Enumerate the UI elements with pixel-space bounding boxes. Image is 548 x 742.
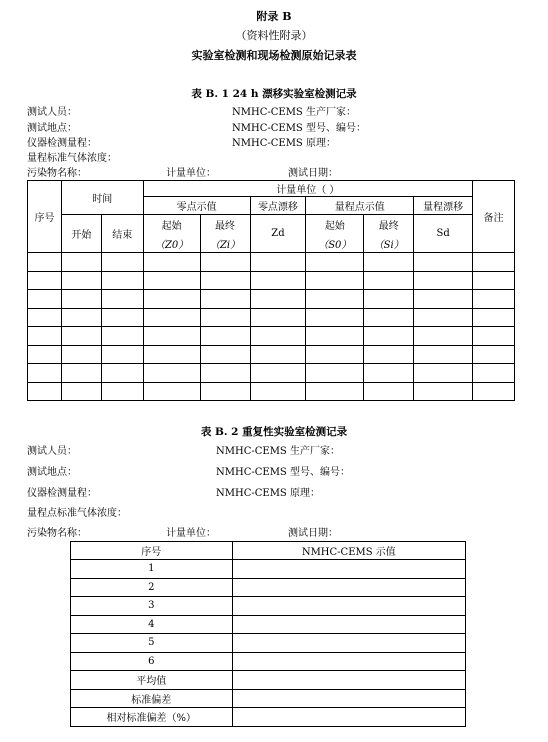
b2-principle-label: NMHC-CEMS 原理： (216, 488, 320, 499)
table-cell[interactable] (414, 327, 473, 346)
b1-header-span-value: 量程点示值 (306, 197, 414, 215)
b1-header-start: 开始 (61, 215, 101, 253)
value-cell[interactable] (232, 634, 465, 653)
table-cell[interactable] (473, 253, 515, 272)
table-cell[interactable] (306, 382, 364, 401)
value-cell[interactable] (232, 578, 465, 597)
b1-location-label: 测试地点： (27, 123, 77, 134)
table-cell[interactable] (414, 271, 473, 290)
table-row (28, 364, 515, 383)
table-cell[interactable] (473, 345, 515, 364)
table-cell[interactable] (28, 308, 62, 327)
table-cell[interactable] (101, 271, 143, 290)
table-cell[interactable] (250, 308, 306, 327)
row-label: 6 (71, 652, 233, 671)
value-cell[interactable] (232, 708, 465, 727)
value-cell[interactable] (232, 615, 465, 634)
table-b2-caption: 表 B. 2 重复性实验室检测记录 (200, 426, 348, 438)
table-row (71, 597, 466, 616)
appendix-label: 附录 B (256, 10, 292, 23)
table-cell[interactable] (61, 271, 101, 290)
table-cell[interactable] (414, 345, 473, 364)
table-cell[interactable] (473, 364, 515, 383)
table-cell[interactable] (101, 364, 143, 383)
b1-header-time: 时间 (61, 181, 143, 215)
table-cell[interactable] (306, 327, 364, 346)
b1-header-zi (200, 215, 250, 253)
b1-s0-symbol: （S0） (318, 239, 352, 251)
table-cell[interactable] (200, 327, 250, 346)
table-cell[interactable] (200, 345, 250, 364)
table-cell[interactable] (200, 253, 250, 272)
table-cell[interactable] (473, 382, 515, 401)
b1-header-span-drift: 量程漂移 (414, 197, 473, 215)
b2-manufacturer-label: NMHC-CEMS 生产厂家： (216, 446, 340, 457)
table-cell[interactable] (61, 253, 101, 272)
row-label: 2 (71, 578, 233, 597)
table-cell[interactable] (28, 327, 62, 346)
row-label: 4 (71, 615, 233, 634)
b1-si-symbol: （Si） (373, 239, 404, 251)
table-cell[interactable] (28, 382, 62, 401)
b2-tester-label: 测试人员： (27, 446, 77, 457)
table-cell[interactable] (101, 345, 143, 364)
table-cell[interactable] (306, 271, 364, 290)
b1-header-s0 (306, 215, 364, 253)
table-cell[interactable] (143, 382, 200, 401)
table-row (71, 652, 466, 671)
b1-unit-label: 计量单位： (166, 168, 216, 179)
table-cell[interactable] (61, 364, 101, 383)
b2-date-label: 测试日期： (288, 528, 338, 539)
b2-unit-label: 计量单位： (166, 528, 216, 539)
table-row (28, 327, 515, 346)
b1-header-sd: Sd (414, 215, 473, 253)
table-cell[interactable] (473, 327, 515, 346)
table-cell[interactable] (28, 345, 62, 364)
table-cell[interactable] (200, 290, 250, 309)
table-cell[interactable] (473, 290, 515, 309)
table-cell[interactable] (61, 308, 101, 327)
table-cell[interactable] (101, 290, 143, 309)
table-row (28, 253, 515, 272)
b1-header-zd: Zd (250, 215, 306, 253)
value-cell[interactable] (232, 652, 465, 671)
b1-date-label: 测试日期： (288, 168, 338, 179)
table-cell[interactable] (250, 345, 306, 364)
b1-header-zero-drift: 零点漂移 (250, 197, 306, 215)
table-cell[interactable] (143, 364, 200, 383)
table-cell[interactable] (143, 345, 200, 364)
table-row (28, 290, 515, 309)
b1-range-label: 仪器检测量程： (27, 138, 97, 149)
table-b2 (70, 541, 466, 727)
b1-header-z0 (143, 215, 200, 253)
table-cell[interactable] (101, 308, 143, 327)
table-cell[interactable] (473, 271, 515, 290)
table-row (28, 382, 515, 401)
table-cell[interactable] (200, 308, 250, 327)
b2-header-value: NMHC-CEMS 示值 (232, 542, 465, 560)
table-b1 (27, 180, 515, 401)
table-cell[interactable] (414, 308, 473, 327)
table-cell[interactable] (414, 364, 473, 383)
table-cell[interactable] (28, 290, 62, 309)
table-row (28, 271, 515, 290)
table-row (28, 345, 515, 364)
table-cell[interactable] (364, 290, 414, 309)
table-cell[interactable] (250, 290, 306, 309)
b1-header-zero-value: 零点示值 (143, 197, 250, 215)
b1-header-unit: 计量单位（ ） (143, 181, 472, 197)
table-cell[interactable] (250, 364, 306, 383)
table-row (71, 634, 466, 653)
b1-zi-symbol: （Zi） (209, 239, 241, 251)
b1-header-remark: 备注 (473, 181, 515, 253)
table-cell[interactable] (61, 382, 101, 401)
b1-tester-label: 测试人员： (27, 107, 77, 118)
table-cell[interactable] (200, 271, 250, 290)
table-cell[interactable] (28, 271, 62, 290)
table-cell[interactable] (28, 253, 62, 272)
table-cell[interactable] (364, 271, 414, 290)
b2-pollutant-label: 污染物名称： (27, 528, 87, 539)
table-cell[interactable] (364, 327, 414, 346)
table-row (71, 560, 466, 579)
table-row (71, 671, 466, 690)
table-cell[interactable] (250, 253, 306, 272)
b1-body (28, 253, 515, 401)
table-b1-caption: 表 B. 1 24 h 漂移实验室检测记录 (191, 88, 357, 100)
row-label: 3 (71, 597, 233, 616)
table-cell[interactable] (28, 364, 62, 383)
table-cell[interactable] (61, 327, 101, 346)
table-cell[interactable] (143, 290, 200, 309)
table-cell[interactable] (143, 308, 200, 327)
table-cell[interactable] (250, 382, 306, 401)
b2-span-gas-label: 量程点标准气体浓度： (27, 508, 127, 519)
table-cell[interactable] (250, 327, 306, 346)
b1-s0-label: 起始 (324, 220, 345, 232)
row-label: 5 (71, 634, 233, 653)
table-row (71, 689, 466, 708)
table-row (71, 615, 466, 634)
appendix-nature: （资料性附录） (235, 29, 313, 42)
value-cell[interactable] (232, 597, 465, 616)
b1-z0-label: 起始 (161, 220, 182, 232)
table-cell[interactable] (200, 382, 250, 401)
b2-header-seq: 序号 (71, 542, 233, 560)
b1-header-si (364, 215, 414, 253)
page-title: 实验室检测和现场检测原始记录表 (191, 49, 357, 62)
row-label: 相对标准偏差（%） (71, 708, 233, 727)
table-cell[interactable] (364, 253, 414, 272)
table-cell[interactable] (364, 308, 414, 327)
b1-principle-label: NMHC-CEMS 原理： (232, 138, 336, 149)
table-cell[interactable] (364, 345, 414, 364)
table-cell[interactable] (306, 364, 364, 383)
b1-model-label: NMHC-CEMS 型号、编号： (232, 123, 366, 134)
b2-model-label: NMHC-CEMS 型号、编号： (216, 467, 350, 478)
table-cell[interactable] (414, 382, 473, 401)
table-cell[interactable] (250, 271, 306, 290)
table-cell[interactable] (414, 290, 473, 309)
table-cell[interactable] (143, 271, 200, 290)
b1-manufacturer-label: NMHC-CEMS 生产厂家： (232, 107, 356, 118)
b1-header-seq: 序号 (28, 181, 62, 253)
b1-si-label: 最终 (378, 220, 399, 232)
value-cell[interactable] (232, 560, 465, 579)
table-row (71, 708, 466, 727)
b1-pollutant-label: 污染物名称： (27, 168, 87, 179)
table-cell[interactable] (414, 253, 473, 272)
table-cell[interactable] (61, 345, 101, 364)
row-label: 平均值 (71, 671, 233, 690)
table-cell[interactable] (143, 253, 200, 272)
table-cell[interactable] (61, 290, 101, 309)
b1-header-end: 结束 (101, 215, 143, 253)
b2-body (71, 560, 466, 727)
table-cell[interactable] (306, 290, 364, 309)
b2-range-label: 仪器检测量程： (27, 488, 97, 499)
b2-location-label: 测试地点： (27, 467, 77, 478)
value-cell[interactable] (232, 689, 465, 708)
b1-span-gas-label: 量程标准气体浓度： (27, 153, 117, 164)
table-cell[interactable] (101, 382, 143, 401)
table-row (71, 578, 466, 597)
table-cell[interactable] (101, 253, 143, 272)
table-cell[interactable] (306, 345, 364, 364)
table-cell[interactable] (143, 327, 200, 346)
table-row (28, 308, 515, 327)
b1-z0-symbol: （Z0） (154, 239, 189, 251)
table-cell[interactable] (473, 308, 515, 327)
table-cell[interactable] (364, 364, 414, 383)
table-cell[interactable] (364, 382, 414, 401)
table-cell[interactable] (200, 364, 250, 383)
table-cell[interactable] (306, 308, 364, 327)
row-label: 标准偏差 (71, 689, 233, 708)
row-label: 1 (71, 560, 233, 579)
b1-zi-label: 最终 (215, 220, 236, 232)
table-cell[interactable] (101, 327, 143, 346)
table-cell[interactable] (306, 253, 364, 272)
value-cell[interactable] (232, 671, 465, 690)
